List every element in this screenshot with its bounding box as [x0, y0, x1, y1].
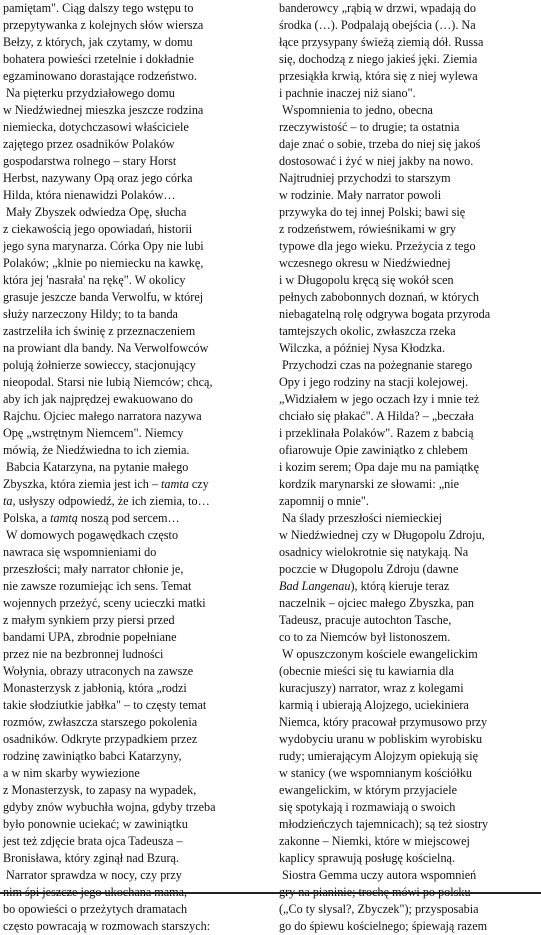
text-line: poczcie w Długopolu Zdroju (dawne	[279, 562, 459, 576]
text-line: w stanicy (we wspomnianym kościółku	[279, 766, 472, 780]
text-line: z małym synkiem przy piersi przed	[3, 613, 175, 627]
text-line: zajętego przez osadników Polaków	[3, 137, 175, 151]
text-line: „Widziałem w jego oczach łzy i mnie też	[279, 392, 480, 406]
text-line: przez nie na bezbronnej ludności	[3, 647, 164, 661]
text-line: Bronisława, który zginął nad Bzurą.	[3, 851, 179, 865]
text-line: pamiętam". Ciąg dalszy tego wstępu to	[3, 1, 194, 15]
text-line: Bad Langenau), którą kieruje teraz	[279, 579, 450, 593]
text-line: się spotykają i rozmawiają o swoich	[279, 800, 456, 814]
text-line: Niemca, który pracował przymusowo przy	[279, 715, 488, 729]
text-line: Zbyszka, która ziemia jest ich – tamta czy	[3, 477, 209, 491]
text-line: i pachnie inaczej niż siano".	[279, 86, 416, 100]
text-line: W opuszczonym kościele ewangelickim	[282, 647, 478, 661]
text-column-left	[3, 0, 265, 935]
text-line: kaplicy sprawują posługę kościelną.	[279, 851, 455, 865]
text-line: Najtrudniej przychodzi to starszym	[279, 171, 451, 185]
text-line: (obecnie mieści się tu kawiarnia dla	[279, 664, 454, 678]
text-line: ta, usłyszy odpowiedź, że ich ziemia, to…	[3, 494, 210, 508]
text-line: egzaminowano dorastające rodzeństwo.	[3, 69, 197, 83]
text-line: rzeczywistość – to drugie; ta ostatnia	[279, 120, 460, 134]
text-line: Tadeusz, pracuje autochton Tasche,	[279, 613, 452, 627]
text-line: kordzik marynarski ze słowami: „nie	[279, 477, 460, 491]
text-line: Polaków; „klnie po niemiecku na kawkę,	[3, 256, 204, 270]
text-line: Rajchu. Ojciec małego narratora nazywa	[3, 409, 202, 423]
text-line: młodzieńczych tajemnicach); są też siostry	[279, 817, 489, 831]
text-line: grasuje jeszcze banda Verwolfu, w której	[3, 290, 204, 304]
text-line: na prowiant dla bandy. Na Verwolfowców	[3, 341, 209, 355]
text-line: jego syna marynarza. Córka Opy nie lubi	[3, 239, 204, 253]
text-line: Narrator sprawdza w nocy, czy przy	[6, 868, 182, 882]
text-line: Mały Zbyszek odwiedza Opę, słucha	[6, 205, 187, 219]
text-line: mówią, że Niedźwiedna to ich ziemia.	[3, 443, 190, 457]
text-line: Hilda, która nienawidzi Polaków…	[3, 188, 176, 202]
text-line: przepytywanka z kolejnych słów wiersza	[3, 18, 204, 32]
text-line: niebagatelną rolę odgrywa bogata przyroda	[279, 307, 491, 321]
text-line: polują żołnierze sowieccy, stacjonujący	[3, 358, 196, 372]
text-line: go do śpiewu kościelnego; śpiewają razem	[279, 919, 488, 933]
text-line: Monasterzysk z jabłonią, która „rodzi	[3, 681, 187, 695]
emphasis: ta	[3, 494, 13, 508]
text-line: rudy; umierającym Alojzym opiekują się	[279, 749, 479, 763]
text-line: która jej 'nasrała' na rękę". W okolicy	[3, 273, 186, 287]
text-line: ewangelickim, w którym przyjaciele	[279, 783, 458, 797]
text-line: W domowych pogawędkach często	[6, 528, 179, 542]
text-line: bandami UPA, zbrodnie popełniane	[3, 630, 177, 644]
text-line: Na ślady przeszłości niemieckiej	[282, 511, 443, 525]
text-line: i w Długopolu kręcą się wokół scen	[279, 273, 454, 287]
text-line: Przychodzi czas na pożegnanie starego	[282, 358, 473, 372]
text-line: osadnicy wielokrotnie się natykają. Na	[279, 545, 469, 559]
text-line: niemiecka, dotychczasowi właściciele	[3, 120, 189, 134]
text-line: środka (…). Podpalają obejścia (…). Na	[279, 18, 476, 32]
text-line: Polska, a tamtą noszą pod sercem…	[3, 511, 180, 525]
text-line: aby ich jak najprędzej ewakuowano do	[3, 392, 193, 406]
text-line: takie słodziutkie jabłka" – to częsty temat	[3, 698, 207, 712]
text-line: w Niedźwiednej czy w Długopolu Zdroju,	[279, 528, 485, 542]
text-line: nie zawsze rozumiejąc ich sens. Temat	[3, 579, 192, 593]
text-line: Opę „wstrętnym Niemcem". Niemcy	[3, 426, 184, 440]
text-line: jest też zdjęcie brata ojca Tadeusza –	[3, 834, 183, 848]
text-line: banderowcy „rąbią w drzwi, wpadają do	[279, 1, 476, 15]
text-line: wydobyciu uranu w pobliskim wyrobisku	[279, 732, 483, 746]
text-line: rodzinę zawiniątko babci Katarzyny,	[3, 749, 182, 763]
text-line: często powracają w rozmowach starszych:	[3, 919, 211, 933]
text-line: („Co ty slysal?, Zbyczek"); przysposabia	[279, 902, 479, 916]
text-line: typowe dla jego wieku. Przeżycia z tego	[279, 239, 476, 253]
text-line: chciało się płakać". A Hilda? – „beczała	[279, 409, 474, 423]
text-line: tamtejszych okolic, zwłaszcza rzeka	[279, 324, 456, 338]
text-line: Herbst, nazywany Opą oraz jego córka	[3, 171, 193, 185]
text-line: Babcia Katarzyna, na pytanie małego	[6, 460, 189, 474]
text-line: Na pięterku przydziałowego domu	[6, 86, 175, 100]
emphasis: tamta	[161, 477, 189, 491]
text-line: bohatera powieści rzetelnie i dokładnie	[3, 52, 194, 66]
text-line: wczesnego okresu w Niedźwiednej	[279, 256, 451, 270]
text-line: rozmów, zwłaszcza starszego pokolenia	[3, 715, 198, 729]
text-line: Wilczka, a później Nysa Kłodzka.	[279, 341, 446, 355]
text-line: nieopodal. Starsi nie lubią Niemców; chcą,	[3, 375, 213, 389]
text-line: osadników. Odkryte przypadkiem przez	[3, 732, 198, 746]
text-line: dostosować i żyć w niej jakby na nowo.	[279, 154, 474, 168]
text-line: z rodzeństwem, rówieśnikami w gry	[279, 222, 457, 236]
text-line: przywyka do tej innej Polski; bawi się	[279, 205, 466, 219]
text-line: nawraca się wspomnieniami do	[3, 545, 157, 559]
emphasis: tamtą	[50, 511, 78, 525]
text-column-right	[279, 0, 541, 935]
text-line: co to za Niemców był listonoszem.	[279, 630, 451, 644]
text-line: karmią i ubierają Alojzego, uciekiniera	[279, 698, 469, 712]
text-line: było ponownie uciekać; w zawiniątku	[3, 817, 188, 831]
text-line: zapomnij o mnie".	[279, 494, 369, 508]
text-line: z ciekawością jego opowiadań, historii	[3, 222, 193, 236]
text-line: kuracjuszy) narrator, wraz z kolegami	[279, 681, 464, 695]
text-line: daje znać o sobie, trzeba do niej się jakoś	[279, 137, 481, 151]
text-line: Bełzy, z których, jak czytamy, w domu	[3, 35, 193, 49]
text-line: w Niedźwiednej mieszka jeszcze rodzina	[3, 103, 204, 117]
text-line: gdyby znów wybuchła wojna, gdyby trzeba	[3, 800, 216, 814]
text-line: bo opowieści o przeżytych dramatach	[3, 902, 188, 916]
text-line: się, dochodzą z niego jakieś jęki. Ziemia	[279, 52, 478, 66]
text-line: Wołynia, obrazy utraconych na zawsze	[3, 664, 194, 678]
text-line: a w nim skarby wywiezione	[3, 766, 140, 780]
text-line: wojennych przeżyć, sceny ucieczki matki	[3, 596, 206, 610]
text-line: służy narzeczony Hildy; to ta banda	[3, 307, 178, 321]
text-line: Opy i jego rodziny na stacji kolejowej.	[279, 375, 469, 389]
text-line: gospodarstwa rolnego – stary Horst	[3, 154, 177, 168]
text-line: w rodzinie. Mały narrator powoli	[279, 188, 442, 202]
text-line: zastrzeliła ich świnię z przeznaczeniem	[3, 324, 196, 338]
bottom-rule	[0, 892, 541, 894]
text-line: naczelnik – ojciec małego Zbyszka, pan	[279, 596, 474, 610]
text-line: pełnych zabobonnych doznań, w których	[279, 290, 480, 304]
emphasis: Bad Langenau	[279, 579, 351, 593]
text-line: Siostra Gemma uczy autora wspomnień	[282, 868, 477, 882]
text-line: i przeklinała Polaków". Razem z babcią	[279, 426, 474, 440]
text-line: przesiąkła krwią, która się z niej wylewa	[279, 69, 478, 83]
text-line: i kozim serem; Opa daje mu na pamiątkę	[279, 460, 480, 474]
text-line: Wspomnienia to jedno, obecna	[282, 103, 433, 117]
text-line: łące przysypany świeżą ziemią dół. Russa	[279, 35, 484, 49]
text-line: przeszłości; mały narrator chłonie je,	[3, 562, 184, 576]
text-line: z Monasterzysk, to zapasy na wypadek,	[3, 783, 197, 797]
text-line: zakonne – Niemki, które w miejscowej	[279, 834, 470, 848]
text-line: ofiarowuje Opie zawiniątko z chlebem	[279, 443, 468, 457]
